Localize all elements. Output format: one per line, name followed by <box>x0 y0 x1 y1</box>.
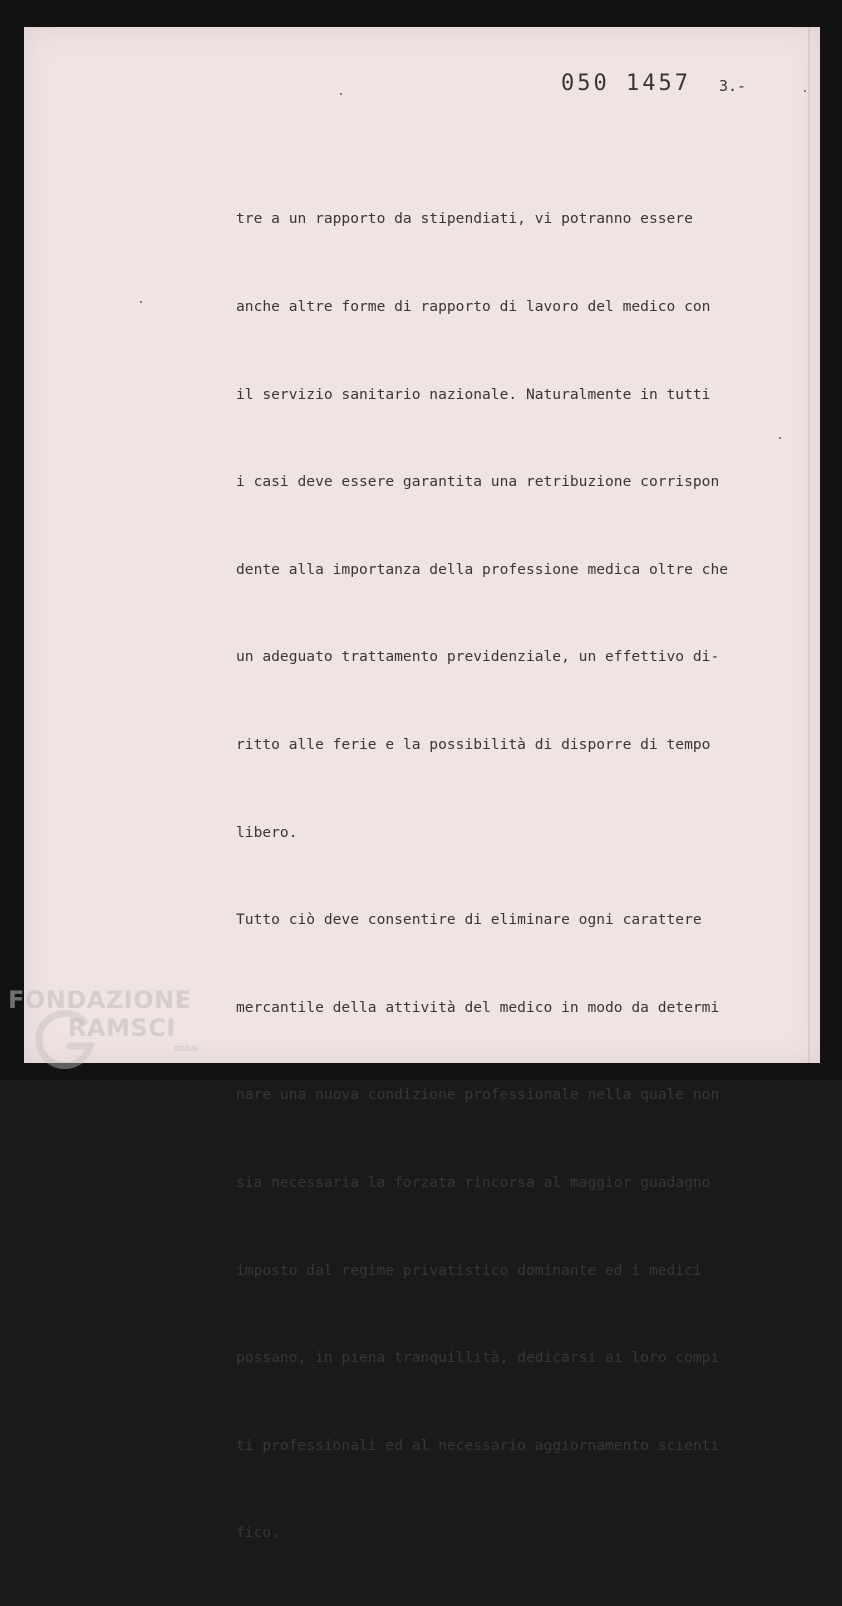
text-line: libero. <box>236 823 298 841</box>
text-line: imposto dal regime privatistico dominante ed i medici <box>236 1261 702 1279</box>
text-line: sia necessaria la forzata rincorsa al maggior guadagno <box>236 1173 711 1191</box>
ink-speck <box>779 437 781 439</box>
text-line: fico. <box>236 1524 280 1542</box>
text-line: ritto alle ferie e la possibilità di disporre di tempo <box>236 735 711 753</box>
text-line: mercantile della attività del medico in modo da determi <box>236 998 720 1016</box>
text-line: possano, in piena tranquillità, dedicarsi ai loro compi <box>236 1349 720 1367</box>
fondazione-gramsci-watermark <box>8 986 218 1076</box>
text-line: un adeguato trattamento previdenziale, un effettivo di- <box>236 648 720 666</box>
watermark-line-3: onlus <box>174 1044 199 1054</box>
text-line: Tutto ciò deve consentire di eliminare ogni carattere <box>236 911 702 929</box>
body-text <box>236 146 728 1606</box>
document-page <box>24 27 820 1542</box>
text-line: nare una nuova condizione professionale nella quale non <box>236 1086 720 1104</box>
ink-speck <box>140 301 142 303</box>
ink-speck <box>804 90 806 92</box>
watermark-line-2: RAMSCI <box>68 1014 176 1042</box>
text-line: ti professionali ed al necessario aggiornamento scienti <box>236 1436 720 1454</box>
watermark-line-1: FONDAZIONE <box>8 986 192 1014</box>
text-line: tre a un rapporto da stipendiati, vi potranno essere <box>236 210 693 228</box>
text-line: il servizio sanitario nazionale. Naturalmente in tutti <box>236 385 711 403</box>
document-number: 050 1457 <box>561 71 691 96</box>
ink-speck <box>340 93 342 95</box>
page-number: 3.- <box>719 77 747 95</box>
text-line: dente alla importanza della professione medica oltre che <box>236 560 729 578</box>
text-line: anche altre forme di rapporto di lavoro del medico con <box>236 298 711 315</box>
text-line: i casi deve essere garantita una retribuzione corrispon <box>236 473 720 491</box>
